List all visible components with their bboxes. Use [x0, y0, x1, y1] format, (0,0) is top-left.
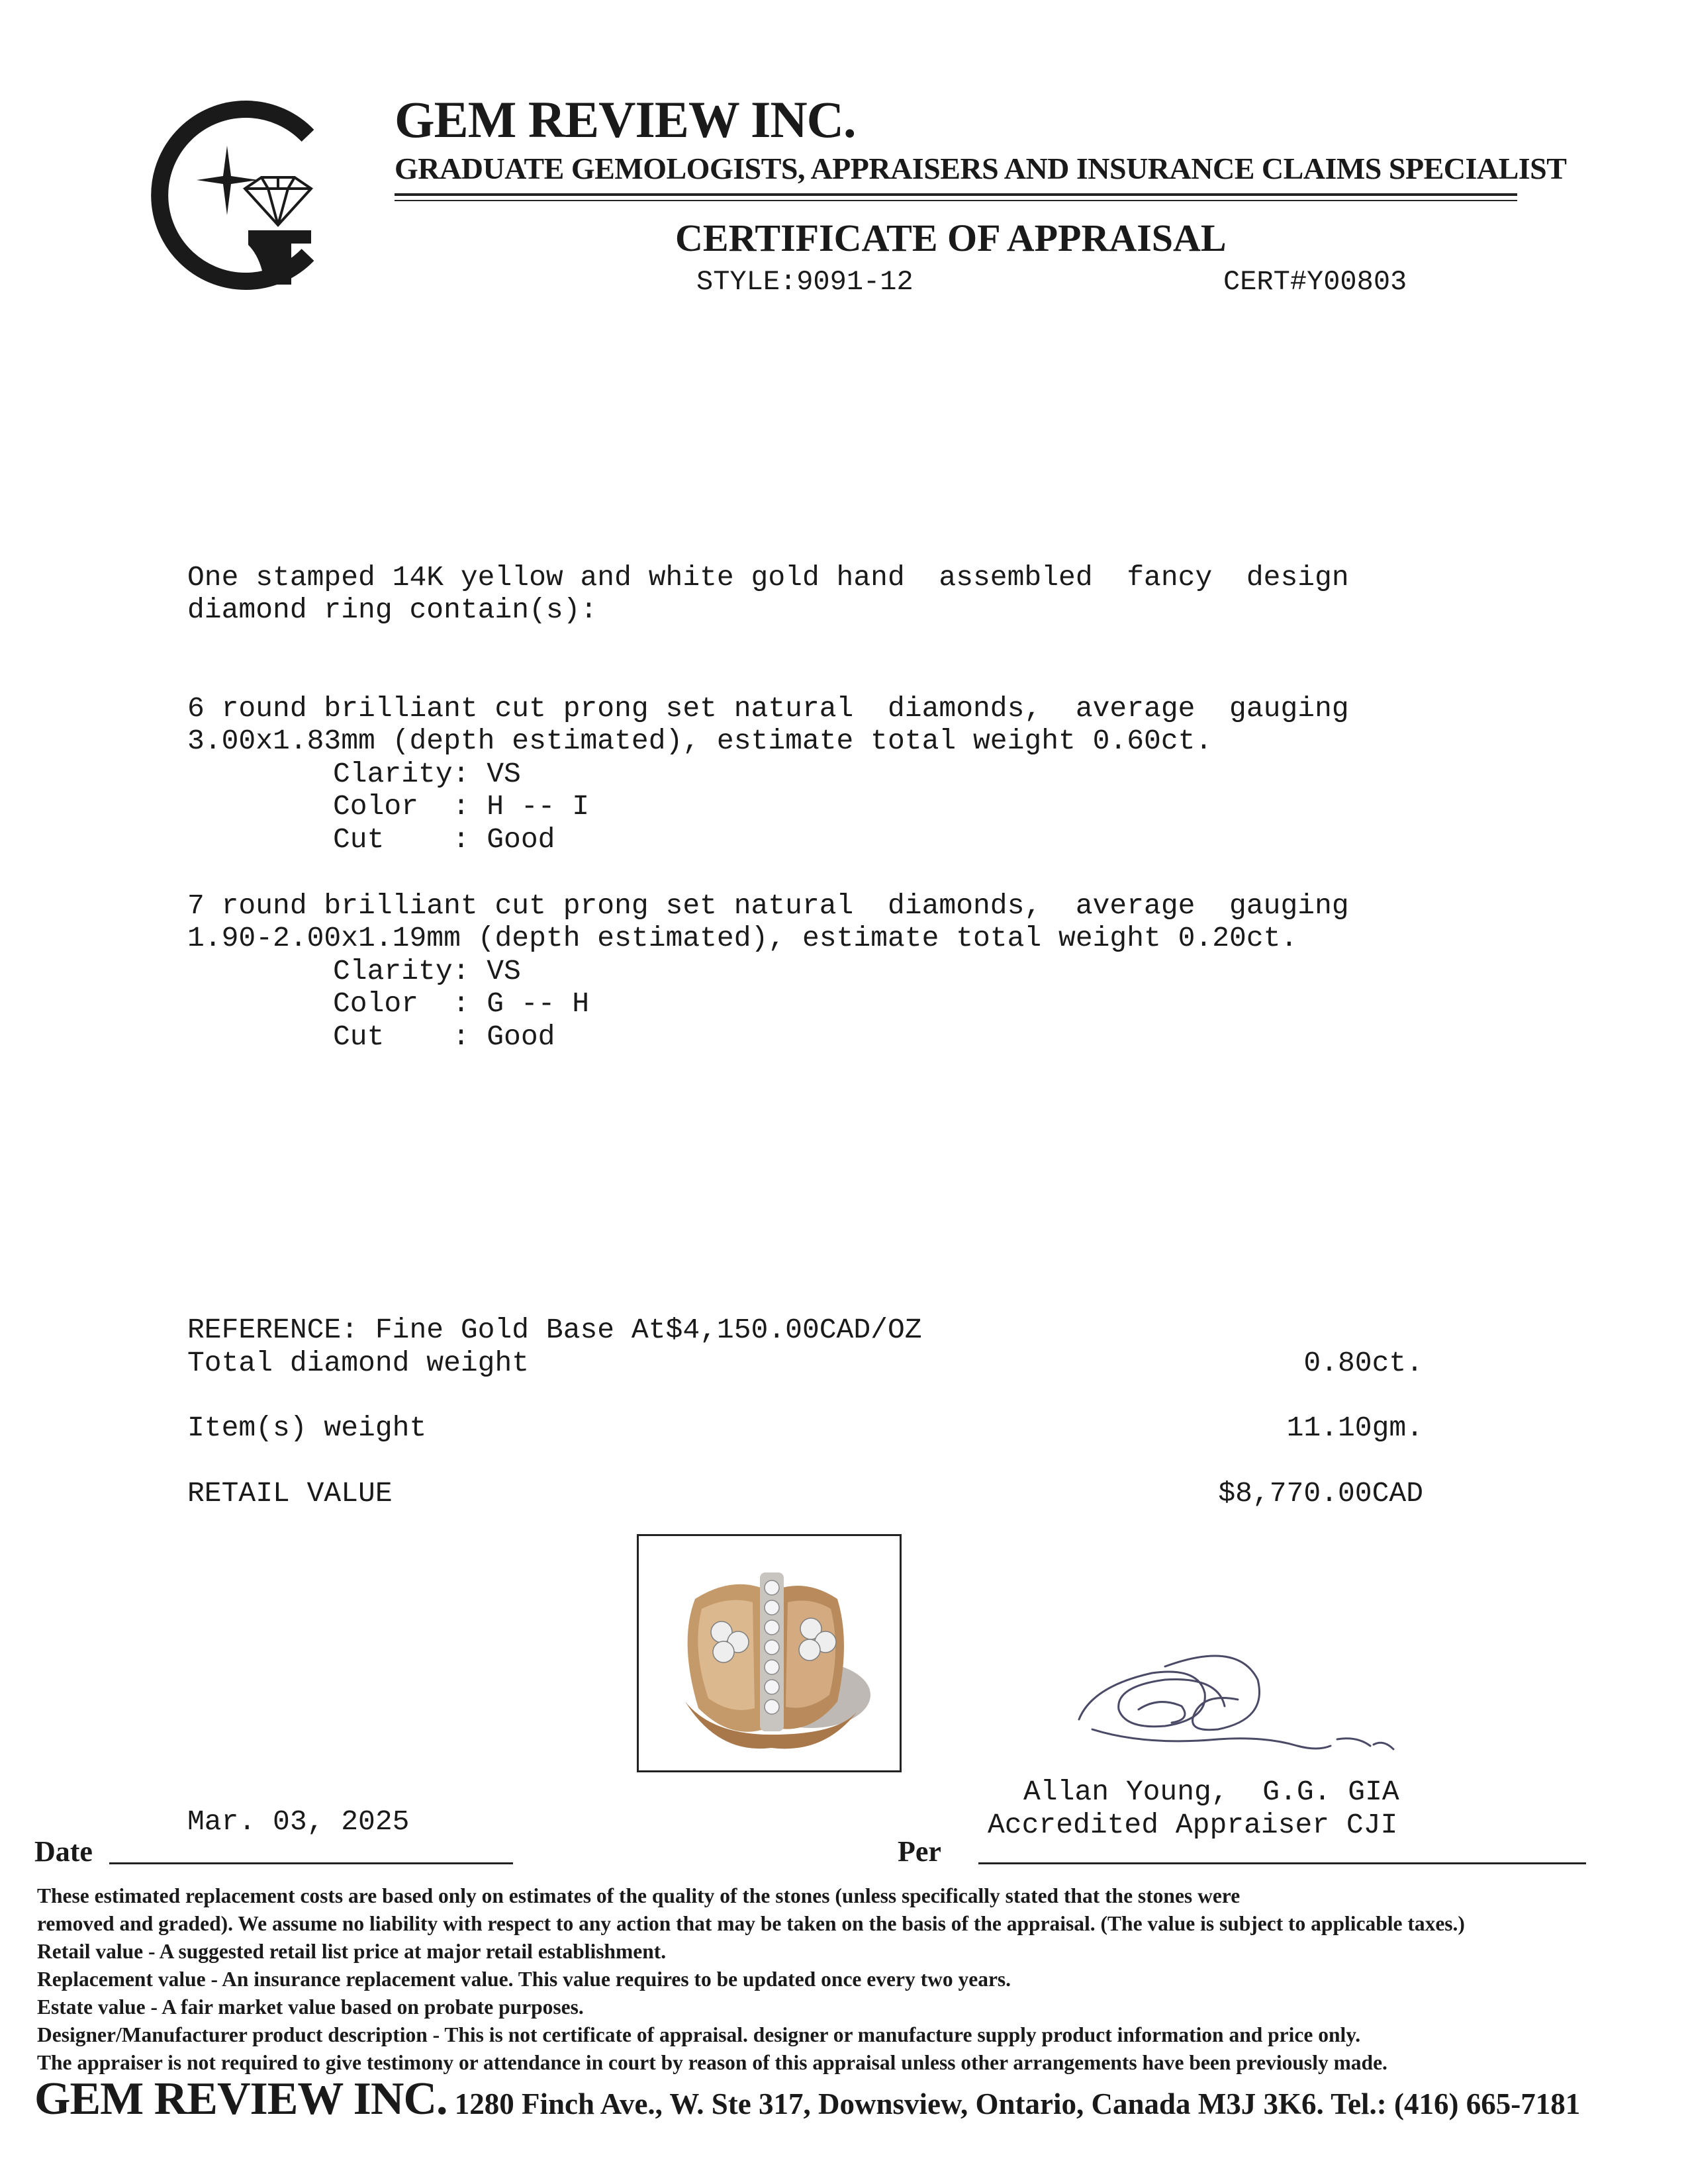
- appraiser-name: Allan Young, G.G. GIA: [1023, 1776, 1399, 1808]
- retail-value-label: RETAIL VALUE: [187, 1477, 393, 1510]
- stone-cut: Cut : Good: [333, 1021, 555, 1053]
- disclaimer-line: Retail value - A suggested retail list price at major retail establishment.: [37, 1940, 667, 1963]
- stone-clarity: Clarity: VS: [333, 955, 521, 987]
- diamond-weight-value: 0.80ct.: [1303, 1347, 1423, 1379]
- appraisal-date: Mar. 03, 2025: [187, 1805, 410, 1838]
- stone-group-line: 1.90-2.00x1.19mm (depth estimated), estimate total weight 0.20ct.: [187, 922, 1298, 954]
- item-description-line: One stamped 14K yellow and white gold hand assembled fancy design: [187, 561, 1349, 594]
- certificate-number: CERT#Y00803: [1223, 266, 1407, 298]
- per-label: Per: [898, 1835, 941, 1868]
- disclaimer-line: Designer/Manufacturer product description - This is not certificate of appraisal. designer or manufacture supply product information and price only.: [37, 2023, 1361, 2046]
- style-number: STYLE:9091-12: [696, 266, 914, 298]
- appraiser-title: Accredited Appraiser CJI: [988, 1809, 1398, 1841]
- stone-group-line: 3.00x1.83mm (depth estimated), estimate total weight 0.60ct.: [187, 725, 1213, 757]
- certificate-title: CERTIFICATE OF APPRAISAL: [675, 216, 1227, 259]
- disclaimer-line: The appraiser is not required to give testimony or attendance in court by reason of this appraisal unless other arrangements have been previously made.: [37, 2051, 1387, 2074]
- gold-reference: REFERENCE: Fine Gold Base At$4,150.00CAD/OZ: [187, 1314, 922, 1346]
- company-name: GEM REVIEW INC.: [395, 91, 856, 148]
- company-tagline: GRADUATE GEMOLOGISTS, APPRAISERS AND INSURANCE CLAIMS SPECIALIST: [395, 152, 1567, 185]
- disclaimer-line: removed and graded). We assume no liability with respect to any action that may be taken on the basis of the appraisal. (The value is subject to applicable taxes.): [37, 1912, 1465, 1935]
- gem-review-logo-icon: [142, 99, 334, 291]
- diamond-weight-label: Total diamond weight: [187, 1347, 530, 1379]
- date-line: [109, 1862, 513, 1864]
- disclaimer: [37, 1882, 1652, 2077]
- stone-color: Color : G -- H: [333, 987, 590, 1020]
- stone-clarity: Clarity: VS: [333, 758, 521, 790]
- stone-group-line: 6 round brilliant cut prong set natural diamonds, average gauging: [187, 692, 1349, 725]
- stone-group-line: 7 round brilliant cut prong set natural diamonds, average gauging: [187, 889, 1349, 922]
- signature-icon: [1066, 1647, 1410, 1766]
- footer-address: 1280 Finch Ave., W. Ste 317, Downsview, Ontario, Canada M3J 3K6. Tel.: (416) 665-7181: [447, 2087, 1581, 2120]
- item-weight-label: Item(s) weight: [187, 1412, 427, 1444]
- stone-color: Color : H -- I: [333, 790, 590, 823]
- footer: [34, 2073, 1580, 2126]
- ring-photo-frame: [637, 1534, 902, 1772]
- disclaimer-line: These estimated replacement costs are based only on estimates of the quality of the stones (unless specifically stated that the stones were: [37, 1884, 1241, 1907]
- date-label: Date: [34, 1835, 93, 1868]
- header-rule-thin: [395, 200, 1517, 201]
- stone-cut: Cut : Good: [333, 823, 555, 856]
- retail-value: $8,770.00CAD: [1218, 1477, 1423, 1510]
- item-description-line: diamond ring contain(s):: [187, 594, 598, 626]
- footer-company-name: GEM REVIEW INC.: [34, 2073, 447, 2124]
- per-line: [978, 1862, 1586, 1864]
- disclaimer-line: Estate value - A fair market value based on probate purposes.: [37, 1995, 584, 2019]
- item-weight-value: 11.10gm.: [1286, 1412, 1423, 1444]
- header-rule: [395, 193, 1517, 196]
- disclaimer-line: Replacement value - An insurance replacement value. This value requires to be updated once every two years.: [37, 1968, 1011, 1991]
- ring-photo-icon: [639, 1536, 900, 1770]
